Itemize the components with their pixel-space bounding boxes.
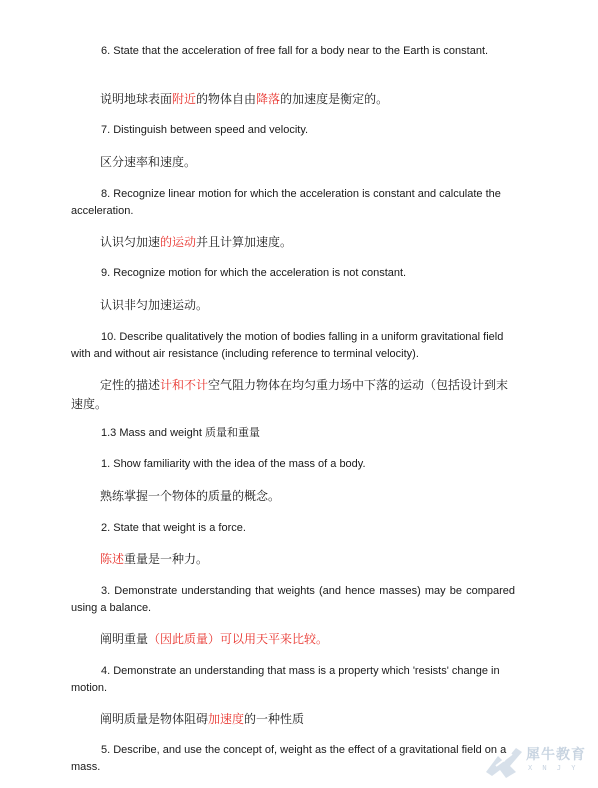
watermark-logo: [482, 742, 592, 782]
objective-6-english: 6. State that the acceleration of free fall for a body near to the Earth is constant.: [101, 45, 489, 57]
objective-10-english: 10. Describe qualitatively the motion of bodies falling in a uniform gravitational field with and without air resistance (including reference to terminal velocity).: [71, 331, 504, 360]
objective-9-english: 9. Recognize motion for which the acceleration is not constant.: [101, 267, 407, 279]
rhino-logo-icon: [482, 742, 526, 782]
objective-7-chinese: 区分速率和速度。: [100, 155, 197, 169]
mass-objective-2-english: 2. State that weight is a force.: [101, 522, 246, 534]
mass-objective-1-english: 1. Show familiarity with the idea of the mass of a body.: [101, 458, 366, 470]
mass-objective-4-chinese: 阐明质量是物体阻碍加速度的一种性质: [100, 712, 305, 726]
watermark-text: 犀牛教育: [526, 747, 586, 763]
mass-objective-2-chinese: 陈述重量是一种力。: [100, 552, 209, 566]
objective-8-english: 8. Recognize linear motion for which the acceleration is constant and calculate the acceleration.: [71, 188, 501, 217]
section-1-3-heading: 1.3 Mass and weight 质量和重量: [101, 427, 260, 439]
mass-objective-4-english: 4. Demonstrate an understanding that mass is a property which 'resists' change in motion.: [71, 665, 500, 694]
mass-objective-1-chinese: 熟练掌握一个物体的质量的概念。: [100, 489, 281, 503]
watermark-subtext: X N J Y: [528, 764, 579, 772]
objective-10-chinese: 定性的描述计和不计空气阻力物体在均匀重力场中下落的运动（包括设计到末速度。: [71, 378, 509, 411]
mass-objective-3-chinese: 阐明重量（因此质量）可以用天平来比较。: [100, 632, 329, 646]
objective-7-english: 7. Distinguish between speed and velocity.: [101, 124, 309, 136]
mass-objective-5-english: 5. Describe, and use the concept of, weight as the effect of a gravitational field on a mass.: [71, 744, 507, 773]
objective-9-chinese: 认识非匀加速运动。: [100, 298, 209, 312]
objective-6-chinese: 说明地球表面附近的物体自由降落的加速度是衡定的。: [100, 92, 389, 106]
mass-objective-3-english: 3. Demonstrate understanding that weights (and hence masses) may be compared using a balance.: [71, 585, 515, 614]
objective-8-chinese: 认识匀加速的运动并且计算加速度。: [100, 235, 293, 249]
